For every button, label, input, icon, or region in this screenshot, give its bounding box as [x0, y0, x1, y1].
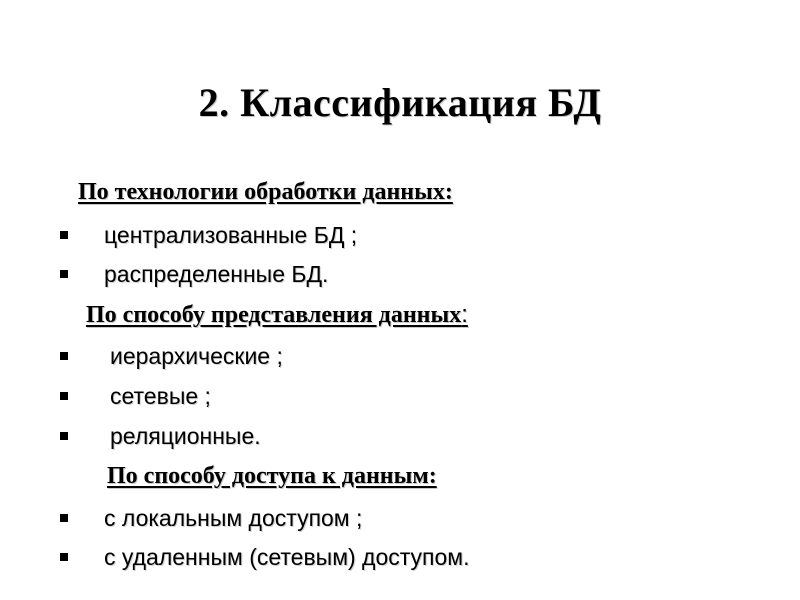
list-item-text: иерархические ;: [110, 343, 283, 369]
section-heading-text: По способу представления данных: [86, 302, 462, 328]
list-item-text: распределенные БД.: [104, 261, 329, 287]
section-heading-text: По технологии обработки данных:: [78, 179, 453, 205]
slide-title: 2. Классификация БД: [198, 80, 602, 125]
section-heading-suffix: :: [461, 301, 468, 328]
bullet-square-icon: [60, 553, 68, 561]
section-heading-representation: [86, 300, 468, 330]
bullet-square-icon: [60, 392, 68, 400]
bullet-square-icon: [60, 514, 68, 522]
list-item-text: с локальным доступом ;: [104, 505, 363, 531]
list-item-text: сетевые ;: [110, 383, 211, 409]
bullet-square-icon: [60, 352, 68, 360]
bullet-square-icon: [60, 270, 68, 278]
bullet-square-icon: [60, 432, 68, 440]
list-item-text: централизованные БД ;: [104, 222, 358, 248]
list-item-text: с удаленным (сетевым) доступом.: [104, 544, 470, 570]
section-heading-technology: [78, 177, 453, 207]
section-heading-text: По способу доступа к данным:: [107, 463, 437, 489]
list-item-text: реляционные.: [110, 423, 261, 449]
section-heading-access: [107, 461, 437, 491]
bullet-square-icon: [60, 231, 68, 239]
